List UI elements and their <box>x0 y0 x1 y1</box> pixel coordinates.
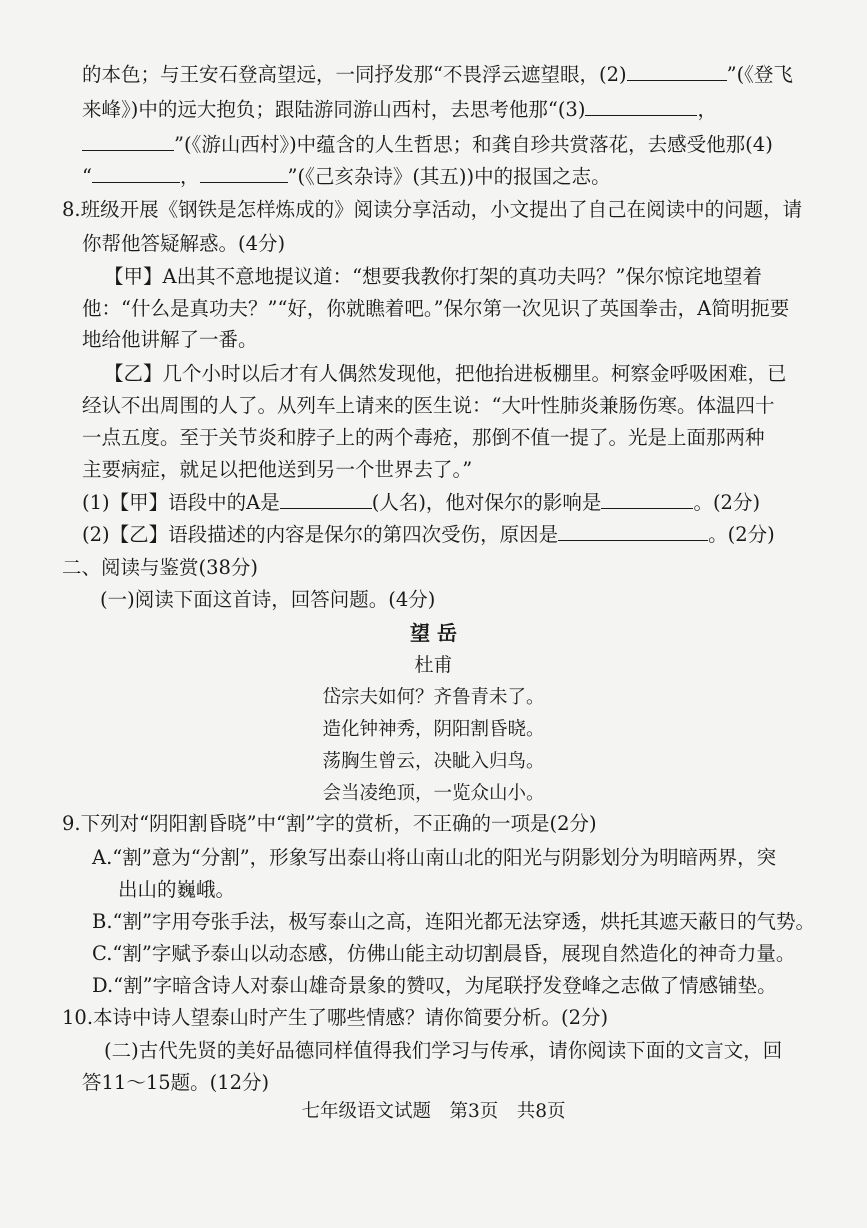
poem-title: 望 岳 <box>410 621 457 645</box>
page-footer: 七年级语文试题 第3页 共8页 <box>301 1101 566 1122</box>
q7-text: ， <box>697 98 717 121</box>
q8-stem-line-1: 8.班级开展《钢铁是怎样炼成的》阅读分享活动，小文提出了自己在阅读中的问题，请 <box>62 198 803 221</box>
q7-text: “ <box>82 165 92 188</box>
q10-stem: 10.本诗中诗人望泰山时产生了哪些情感？请你简要分析。(2分) <box>62 1006 609 1029</box>
section-heading: 二、阅读与鉴赏(38分) <box>62 556 259 579</box>
q8-passage-yi: 一点五度。至于关节炎和脖子上的两个毒疮，那倒不值一提了。光是上面那两种 <box>82 426 765 449</box>
part-intro: (一)阅读下面这首诗，回答问题。(4分) <box>100 588 436 611</box>
q7-text: ”(《登飞 <box>726 63 793 86</box>
q7-line-1 <box>82 62 793 87</box>
q8-text: 。(2分) <box>708 523 775 546</box>
answer-blank-name[interactable] <box>280 490 372 509</box>
poem-line: 荡胸生曾云，决眦入归鸟。 <box>322 751 545 772</box>
poem-line: 岱宗夫如何？齐鲁青未了。 <box>322 687 545 708</box>
q7-text: ， <box>179 165 200 188</box>
part2-intro: 答11～15题。(12分) <box>82 1071 270 1094</box>
answer-blank-influence[interactable] <box>601 490 693 509</box>
q8-stem-line-2: 你帮他答疑解惑。(4分) <box>82 232 286 255</box>
q8-passage-yi: 主要病症，就足以把他送到另一个世界去了。” <box>82 458 473 481</box>
q7-text: 来峰》)中的远大抱负；跟陆游同游山西村，去思考他那“(3) <box>82 98 586 121</box>
q7-text: ”(《游山西村》)中蕴含的人生哲思；和龚自珍共赏落花，去感受他那(4) <box>174 133 773 156</box>
q8-subquestion-2 <box>82 522 775 547</box>
part2-intro: (二)古代先贤的美好品德同样值得我们学习与传承，请你阅读下面的文言文，回 <box>104 1039 783 1062</box>
q7-line-3 <box>82 132 773 157</box>
q7-line-2 <box>82 97 717 122</box>
q8-passage-jia: 【甲】A出其不意地提议道：“想要我教你打架的真功夫吗？”保尔惊诧地望着 <box>104 265 763 288</box>
q7-line-4 <box>82 164 611 189</box>
q9-option-a-cont: 出山的巍峨。 <box>118 878 236 901</box>
answer-blank-3b[interactable] <box>82 132 174 151</box>
q8-text: (1)【甲】语段中的A是 <box>82 491 280 514</box>
q9-option-d[interactable]: D.“割”字暗含诗人对泰山雄奇景象的赞叹，为尾联抒发登峰之志做了情感铺垫。 <box>92 974 777 997</box>
q9-option-a[interactable]: A.“割”意为“分割”，形象写出泰山将山南山北的阳光与阴影划分为明暗两界，突 <box>92 846 777 869</box>
q8-passage-yi: 经认不出周围的人了。从列车上请来的医生说：“大叶性肺炎兼肠伤寒。体温四十 <box>82 394 775 417</box>
q7-text: 的本色；与王安石登高望远，一同抒发那“不畏浮云遮望眼，(2) <box>82 63 627 86</box>
q8-passage-jia: 他：“什么是真功夫？”“好，你就瞧着吧。”保尔第一次见识了英国拳击，A简明扼要 <box>82 297 790 320</box>
q8-text: (2)【乙】语段描述的内容是保尔的第四次受伤，原因是 <box>82 523 559 546</box>
q8-text: (人名)，他对保尔的影响是 <box>371 491 602 514</box>
q9-stem: 9.下列对“阴阳割昏晓”中“割”字的赏析，不正确的一项是(2分) <box>62 812 597 835</box>
poem-author: 杜甫 <box>414 654 453 676</box>
answer-blank-3a[interactable] <box>585 97 697 116</box>
answer-blank-reason[interactable] <box>558 522 708 541</box>
answer-blank-4b[interactable] <box>200 164 288 183</box>
q8-passage-yi: 【乙】几个小时以后才有人偶然发现他，把他抬进板棚里。柯察金呼吸困难，已 <box>104 362 787 385</box>
q7-text: ”(《己亥杂诗》(其五))中的报国之志。 <box>287 165 611 188</box>
q9-option-c[interactable]: C.“割”字赋予泰山以动态感，仿佛山能主动切割晨昏，展现自然造化的神奇力量。 <box>92 942 796 965</box>
q9-option-b[interactable]: B.“割”字用夸张手法，极写泰山之高，连阳光都无法穿透，烘托其遮天蔽日的气势。 <box>92 910 815 933</box>
q8-passage-jia: 地给他讲解了一番。 <box>82 328 258 351</box>
answer-blank-4a[interactable] <box>92 164 180 183</box>
poem-line: 造化钟神秀，阴阳割昏晓。 <box>322 719 545 740</box>
poem-line: 会当凌绝顶，一览众山小。 <box>322 783 545 804</box>
q8-subquestion-1 <box>82 490 760 515</box>
answer-blank-2[interactable] <box>627 62 727 81</box>
q8-text: 。(2分) <box>693 491 761 514</box>
